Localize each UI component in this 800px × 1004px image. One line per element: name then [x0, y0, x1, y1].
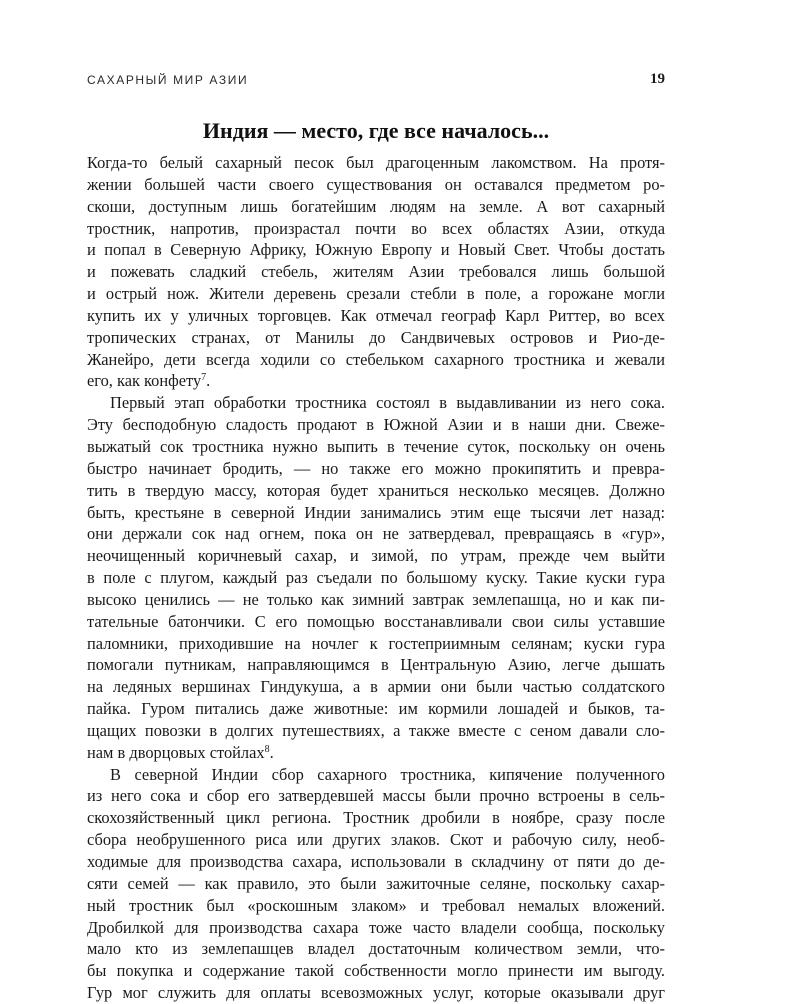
sentence-period: .	[269, 742, 274, 762]
line-text: нам в дворцовых стойлах	[87, 742, 265, 762]
text-line	[87, 545, 665, 567]
line-text: ный тростник был «роскошным злаком» и требовал немалых вложений.	[87, 895, 665, 915]
line-text: сяти семей — как правило, это были зажиточные селяне, поскольку сахар-	[87, 873, 665, 893]
text-line	[87, 917, 665, 939]
line-text: ходимые для производства сахара, использовали в складчину от пяти до де-	[87, 852, 665, 871]
footnote-marker[interactable]: 7	[201, 372, 207, 384]
text-line	[87, 436, 665, 458]
text-line	[87, 327, 665, 349]
text-line	[87, 502, 665, 524]
line-text: быстро начинает бродить, — но также его можно прокипятить и превра-	[87, 458, 665, 478]
line-text: в поле с плугом, каждый раз съедали по большому куску. Такие куски гура	[87, 568, 665, 588]
text-line	[87, 349, 665, 371]
page-number: 19	[650, 71, 665, 87]
line-text: они держали сок над огнем, пока он не затвердевал, превращаясь в «гур»,	[87, 524, 665, 544]
text-line	[87, 480, 665, 502]
line-text: жении большей части своего существования он оставался предметом ро-	[87, 174, 665, 194]
section-heading: Индия — место, где все началось...	[202, 118, 550, 143]
text-line	[87, 873, 665, 895]
line-text: В северной Индии сбор сахарного тростника, кипячение полученного	[110, 764, 665, 784]
line-text: тростник, напротив, произрастал почти во всех областях Азии, откуда	[87, 218, 665, 238]
text-line	[87, 218, 665, 240]
text-line	[87, 676, 665, 698]
text-line	[87, 895, 665, 917]
line-text: на ледяных вершинах Гиндукуша, а в армии они были частью солдатского	[87, 677, 665, 697]
text-line	[87, 698, 665, 720]
text-line	[87, 458, 665, 480]
line-text: Когда-то белый сахарный песок был драгоценным лакомством. На протя-	[87, 153, 665, 172]
text-line	[87, 589, 665, 611]
text-line	[87, 305, 665, 327]
line-text: и острый нож. Жители деревень срезали стебли в поле, а горожане могли	[87, 284, 665, 304]
line-text: купить их у уличных торговцев. Как отмечал географ Карл Риттер, во всех	[87, 305, 665, 325]
text-line	[87, 785, 665, 807]
body-text	[87, 152, 665, 1004]
text-line	[87, 851, 665, 873]
text-line	[87, 720, 665, 742]
text-line	[87, 261, 665, 283]
text-line	[87, 392, 665, 414]
line-text: Первый этап обработки тростника состоял в выдавливании из него сока.	[110, 393, 665, 413]
line-text: и пожевать сладкий стебель, жителям Азии требовался лишь большой	[87, 262, 665, 282]
line-text: Гур мог служить для оплаты всевозможных услуг, которые оказывали друг	[87, 983, 665, 1003]
line-text: паломники, приходившие на ночлег к гостеприимным селянам; куски гура	[87, 633, 665, 653]
text-line	[87, 174, 665, 196]
line-text: скоши, доступным лишь богатейшим людям на земле. А вот сахарный	[87, 196, 665, 216]
text-line	[87, 764, 665, 786]
line-text: помогали путникам, направляющимся в Центральную Азию, легче дышать	[87, 655, 665, 675]
line-text: скохозяйственный цикл региона. Тростник дробили в ноябре, сразу после	[87, 808, 665, 828]
line-text: мало кто из землепашцев владел достаточным количеством земли, что-	[87, 939, 665, 959]
paragraph	[87, 764, 665, 1004]
line-text: пайка. Гуром питались даже животные: им кормили лошадей и быков, та-	[87, 699, 665, 719]
paragraph	[87, 392, 665, 763]
text-line	[87, 414, 665, 436]
line-text: высоко ценились — не только как зимний завтрак землепашца, но и как пи-	[87, 589, 665, 609]
footnote-marker[interactable]: 8	[264, 743, 270, 755]
text-line	[87, 611, 665, 633]
text-line	[87, 654, 665, 676]
line-text: тить в твердую массу, которая будет храниться несколько месяцев. Должно	[87, 480, 665, 500]
text-line	[87, 982, 665, 1004]
text-line	[87, 523, 665, 545]
sentence-period: .	[206, 371, 211, 391]
line-text: тательные батончики. С его помощью восстанавливали свои силы уставшие	[87, 611, 665, 631]
paragraph	[87, 152, 665, 392]
line-text: неочищенный коричневый сахар, и зимой, по утрам, прежде чем выйти	[87, 546, 665, 566]
line-text: сбора необрушенного риса или других злаков. Скот и рабочую силу, необ-	[87, 830, 665, 850]
text-line	[87, 829, 665, 851]
text-line	[87, 567, 665, 589]
text-line	[87, 239, 665, 261]
line-text: Эту бесподобную сладость продают в Южной Азии и в наши дни. Свеже-	[87, 415, 665, 435]
text-line	[87, 370, 665, 392]
line-text: тропических странах, от Манилы до Сандвичевых островов и Рио-де-	[87, 327, 665, 347]
line-text: щащих повозки в долгих путешествиях, а также вместе с сеном давали сло-	[87, 720, 665, 740]
line-text: его, как конфету	[87, 371, 202, 391]
running-head	[87, 73, 665, 95]
line-text: из него сока и сбор его затвердевшей массы были прочно встроены в сель-	[87, 786, 665, 806]
text-line	[87, 742, 665, 764]
line-text: бы покупка и содержание такой собственности могло принести им выгоду.	[87, 961, 665, 981]
line-text: Дробилкой для производства сахара тоже часто владели сообща, поскольку	[87, 917, 665, 937]
line-text: и попал в Северную Африку, Южную Европу и Новый Свет. Чтобы достать	[87, 240, 665, 260]
text-line	[87, 960, 665, 982]
line-text: быть, крестьяне в северной Индии занимались этим еще тысячи лет назад:	[87, 502, 665, 522]
text-line	[87, 938, 665, 960]
text-line	[87, 283, 665, 305]
text-line	[87, 807, 665, 829]
running-title: САХАРНЫЙ МИР АЗИИ	[87, 73, 249, 87]
line-text: выжатый сок тростника нужно выпить в течение суток, поскольку он очень	[87, 436, 665, 456]
text-line	[87, 633, 665, 655]
text-line	[87, 152, 665, 174]
text-line	[87, 196, 665, 218]
line-text: Жанейро, дети всегда ходили со стебельком сахарного тростника и жевали	[87, 349, 665, 369]
